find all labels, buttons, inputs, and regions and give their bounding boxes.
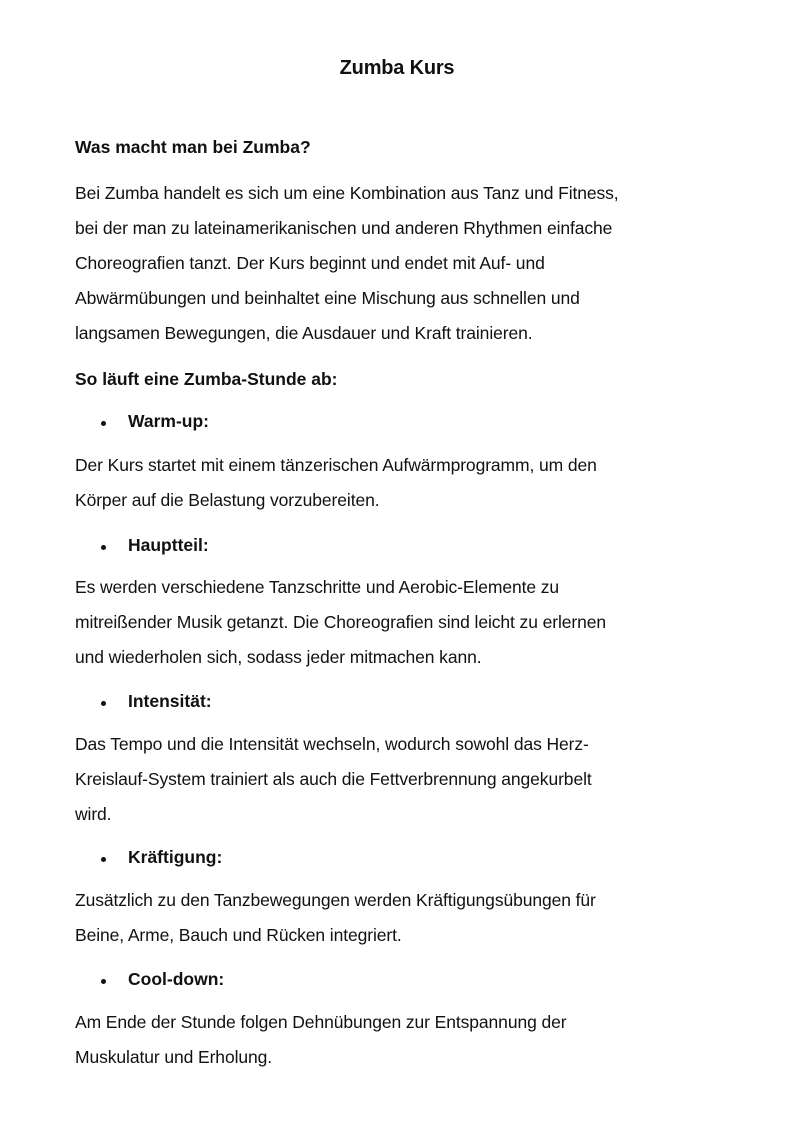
bullet-icon <box>101 545 106 550</box>
list-item-label-warmup: Warm-up: <box>128 411 210 431</box>
paragraph-line: Körper auf die Belastung vorzubereiten. <box>75 490 380 510</box>
paragraph-line: Am Ende der Stunde folgen Dehnübungen zur Entspannung der <box>75 1012 567 1032</box>
bullet-icon <box>101 701 106 706</box>
paragraph-line: und wiederholen sich, sodass jeder mitmachen kann. <box>75 647 482 667</box>
bullet-icon <box>101 857 106 862</box>
paragraph-line: Der Kurs startet mit einem tänzerischen Aufwärmprogramm, um den <box>75 455 597 475</box>
paragraph-line: Zusätzlich zu den Tanzbewegungen werden Kräftigungsübungen für <box>75 890 596 910</box>
bullet-icon <box>101 979 106 984</box>
paragraph-line: Es werden verschiedene Tanzschritte und Aerobic-Elemente zu <box>75 577 560 597</box>
paragraph-line: mitreißender Musik getanzt. Die Choreografien sind leicht zu erlernen <box>75 612 606 632</box>
paragraph-line: Beine, Arme, Bauch und Rücken integriert. <box>75 925 402 945</box>
paragraph-line: wird. <box>75 804 112 824</box>
paragraph-line: bei der man zu lateinamerikanischen und anderen Rhythmen einfache <box>75 218 613 238</box>
list-item-label-intensitaet: Intensität: <box>128 691 212 711</box>
document-title: Zumba Kurs <box>339 57 455 79</box>
section-heading-schedule: So läuft eine Zumba-Stunde ab: <box>75 369 338 389</box>
list-item-label-cooldown: Cool-down: <box>128 969 225 989</box>
paragraph-line: Bei Zumba handelt es sich um eine Kombination aus Tanz und Fitness, <box>75 183 619 203</box>
paragraph-line: Kreislauf-System trainiert als auch die Fettverbrennung angekurbelt <box>75 769 592 789</box>
paragraph-line: Das Tempo und die Intensität wechseln, wodurch sowohl das Herz- <box>75 734 589 754</box>
list-item-label-kraeftigung: Kräftigung: <box>128 847 223 867</box>
paragraph-line: langsamen Bewegungen, die Ausdauer und Kraft trainieren. <box>75 323 533 343</box>
paragraph-line: Abwärmübungen und beinhaltet eine Mischung aus schnellen und <box>75 288 580 308</box>
paragraph-line: Choreografien tanzt. Der Kurs beginnt und endet mit Auf- und <box>75 253 545 273</box>
bullet-icon <box>101 421 106 426</box>
paragraph-line: Muskulatur und Erholung. <box>75 1047 273 1067</box>
list-item-label-hauptteil: Hauptteil: <box>128 535 209 555</box>
section-heading-what: Was macht man bei Zumba? <box>75 137 311 157</box>
